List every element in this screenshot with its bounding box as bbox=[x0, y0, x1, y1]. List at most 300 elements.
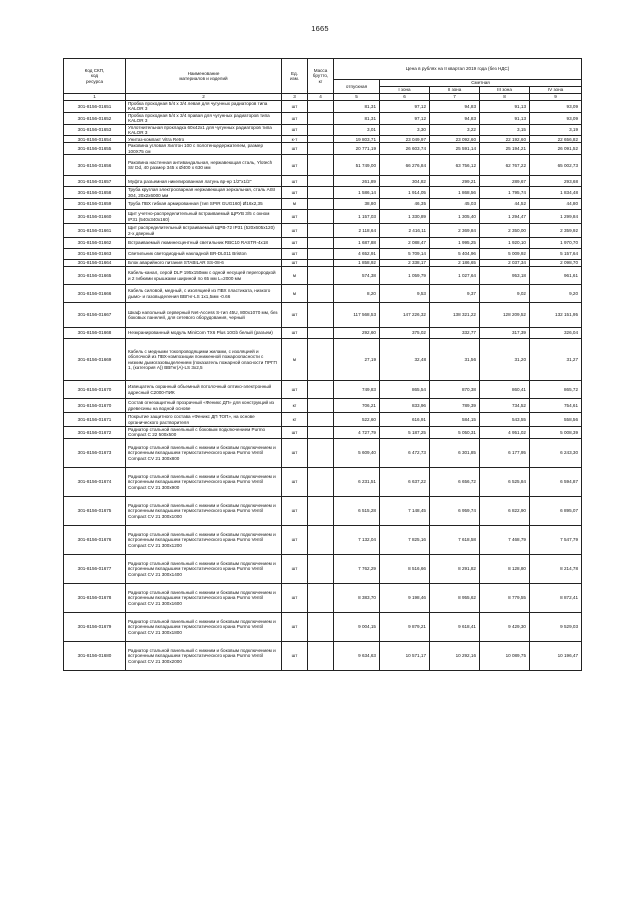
row-zone-4-price: 8 872,41 bbox=[530, 583, 582, 612]
row-zone-1-price: 97,12 bbox=[380, 112, 430, 124]
row-zone-3-price: 1 920,10 bbox=[480, 238, 530, 249]
column-number-row bbox=[64, 94, 582, 101]
row-name: Радиатор стальной панельный с нижним и боковым подключением и встроенным вкладышем термостатического крана Purmo Ventil Compact CV 21 300х2000 bbox=[126, 641, 282, 670]
row-name: Труба ПВХ гибкая армированная (тип SPIR GUG160) Ø16х2,35 bbox=[126, 199, 282, 210]
row-zone-3-price: 5 009,92 bbox=[480, 249, 530, 260]
row-name: Радиатор стальной панельный с нижним и боковым подключением и встроенным вкладышем термостатического крана Purmo Ventil Compact CV 21 300х1200 bbox=[126, 525, 282, 554]
row-name: Извещатель охранный объемный потолочный оптико-электронный адресный С2000-ПИК bbox=[126, 381, 282, 399]
row-mass bbox=[308, 267, 334, 285]
row-unit: шт bbox=[282, 328, 308, 339]
row-zone-3-price: 8 128,80 bbox=[480, 554, 530, 583]
row-mass bbox=[308, 224, 334, 238]
row-mass bbox=[308, 260, 334, 267]
row-zone-1-price: 66 276,84 bbox=[380, 155, 430, 176]
row-release-price: 9 004,15 bbox=[334, 612, 380, 641]
row-name: Пробка проходная 5/4 х 3/4 правая для чугунных радиаторов типа KALOR 3 bbox=[126, 112, 282, 124]
row-zone-1-price: 7 825,16 bbox=[380, 525, 430, 554]
row-code: 301-8156-01661 bbox=[64, 224, 126, 238]
row-code: 301-8156-01673 bbox=[64, 438, 126, 467]
table-row bbox=[64, 210, 582, 224]
row-mass bbox=[308, 339, 334, 381]
row-zone-1-price: 2 088,47 bbox=[380, 238, 430, 249]
row-name: Щит распределительный встраиваемый ЩРВ-72 IP31 (520х605х120) 2-х дверный bbox=[126, 224, 282, 238]
row-zone-2-price: 5 050,31 bbox=[430, 427, 480, 439]
table-row bbox=[64, 267, 582, 285]
table-row bbox=[64, 303, 582, 328]
row-mass bbox=[308, 210, 334, 224]
row-code: 301-8156-01672 bbox=[64, 427, 126, 439]
row-release-price: 6 515,28 bbox=[334, 496, 380, 525]
row-zone-4-price: 26 091,52 bbox=[530, 143, 582, 155]
row-code: 301-8156-01653 bbox=[64, 124, 126, 136]
row-name: Радиатор стальной панельный с нижним и боковым подключением и встроенным вкладышем термостатического крана Purmo Ventil Compact CV 21 300х1000 bbox=[126, 496, 282, 525]
row-release-price: 51 749,00 bbox=[334, 155, 380, 176]
row-zone-4-price: 22 656,82 bbox=[530, 136, 582, 143]
row-code: 301-8156-01665 bbox=[64, 267, 126, 285]
row-release-price: 292,60 bbox=[334, 328, 380, 339]
row-code: 301-8156-01656 bbox=[64, 155, 126, 176]
row-zone-2-price: 299,21 bbox=[430, 176, 480, 187]
row-code: 301-8156-01670 bbox=[64, 381, 126, 399]
table-row bbox=[64, 285, 582, 303]
row-mass bbox=[308, 199, 334, 210]
header-zone-2: II зона bbox=[430, 87, 480, 94]
row-release-price: 1 157,03 bbox=[334, 210, 380, 224]
row-zone-3-price: 317,39 bbox=[480, 328, 530, 339]
row-zone-3-price: 128 209,52 bbox=[480, 303, 530, 328]
row-release-price: 1 586,14 bbox=[334, 187, 380, 199]
row-zone-3-price: 25 194,21 bbox=[480, 143, 530, 155]
row-unit: шт bbox=[282, 187, 308, 199]
header-name: Наименование материалов и изделий bbox=[126, 59, 282, 94]
row-release-price: 4 727,79 bbox=[334, 427, 380, 439]
table-row bbox=[64, 328, 582, 339]
row-release-price: 522,60 bbox=[334, 413, 380, 427]
row-zone-3-price: 2 037,34 bbox=[480, 260, 530, 267]
table-row bbox=[64, 187, 582, 199]
table-row bbox=[64, 260, 582, 267]
row-release-price: 27,19 bbox=[334, 339, 380, 381]
row-code: 301-8156-01675 bbox=[64, 496, 126, 525]
row-zone-1-price: 1 914,05 bbox=[380, 187, 430, 199]
row-mass bbox=[308, 303, 334, 328]
row-name: Радиатор стальной панельный с нижним и боковым подключением и встроенным вкладышем термостатического крана Purmo Ventil Compact CV 21 300х1400 bbox=[126, 554, 282, 583]
row-code: 301-8156-01671 bbox=[64, 413, 126, 427]
row-release-price: 7 132,04 bbox=[334, 525, 380, 554]
row-zone-1-price: 10 571,17 bbox=[380, 641, 430, 670]
row-zone-1-price: 26 603,74 bbox=[380, 143, 430, 155]
table-row bbox=[64, 496, 582, 525]
table-row bbox=[64, 467, 582, 496]
row-zone-3-price: 10 089,75 bbox=[480, 641, 530, 670]
table-row bbox=[64, 155, 582, 176]
table-row bbox=[64, 438, 582, 467]
column-number: 5 bbox=[334, 94, 380, 101]
row-zone-2-price: 3,22 bbox=[430, 124, 480, 136]
column-number: 7 bbox=[430, 94, 480, 101]
row-code: 301-8156-01666 bbox=[64, 285, 126, 303]
row-zone-2-price: 6 959,74 bbox=[430, 496, 480, 525]
row-zone-2-price: 23 092,60 bbox=[430, 136, 480, 143]
row-mass bbox=[308, 554, 334, 583]
row-name: Раковина угловая Хилтон 100 с полотенцедержателем, размер 100Х75 см bbox=[126, 143, 282, 155]
row-zone-2-price: 94,83 bbox=[430, 101, 480, 113]
row-unit: м bbox=[282, 267, 308, 285]
header-zone-4: IV зона bbox=[530, 87, 582, 94]
header-code: Код СКП, код ресурса bbox=[64, 59, 126, 94]
row-code: 301-8156-01655 bbox=[64, 143, 126, 155]
row-zone-4-price: 44,80 bbox=[530, 199, 582, 210]
row-mass bbox=[308, 467, 334, 496]
row-unit: м bbox=[282, 285, 308, 303]
row-zone-3-price: 289,67 bbox=[480, 176, 530, 187]
row-unit: шт bbox=[282, 381, 308, 399]
row-mass bbox=[308, 427, 334, 439]
row-zone-2-price: 1 027,64 bbox=[430, 267, 480, 285]
row-release-price: 261,89 bbox=[334, 176, 380, 187]
column-number: 3 bbox=[282, 94, 308, 101]
table-row bbox=[64, 339, 582, 381]
row-code: 301-8156-01662 bbox=[64, 238, 126, 249]
row-zone-4-price: 1 299,84 bbox=[530, 210, 582, 224]
row-name: Покрытие защитного состава «Феникс ДП ТОП», на основе органического растворителя bbox=[126, 413, 282, 427]
row-zone-2-price: 584,15 bbox=[430, 413, 480, 427]
row-mass bbox=[308, 176, 334, 187]
row-zone-3-price: 1 294,47 bbox=[480, 210, 530, 224]
header-price-group: Цена в рублях на II квартал 2019 года (без НДС) bbox=[334, 59, 582, 80]
row-zone-1-price: 9 198,46 bbox=[380, 583, 430, 612]
row-name: Радиатор стальной панельный с нижним и боковым подключением и встроенным вкладышем термостатического крана Purmo Ventil Compact CV 21 300х800 bbox=[126, 438, 282, 467]
row-zone-4-price: 558,56 bbox=[530, 413, 582, 427]
row-zone-2-price: 8 291,82 bbox=[430, 554, 480, 583]
row-release-price: 20 771,19 bbox=[334, 143, 380, 155]
row-zone-3-price: 22 192,60 bbox=[480, 136, 530, 143]
row-mass bbox=[308, 399, 334, 413]
row-zone-3-price: 1 795,74 bbox=[480, 187, 530, 199]
row-zone-3-price: 2 350,00 bbox=[480, 224, 530, 238]
table-row bbox=[64, 583, 582, 612]
row-name: Кабель с медными токопроводящими жилами, с изоляцией и оболочкой из ПВХ-композиции пониженной пожароопасности с низким дымогазовыделением (показатель пожарной опасности ПРГП 1, (категория А)) ВВГнг(А)-LS 3х2,5 bbox=[126, 339, 282, 381]
row-zone-4-price: 7 547,79 bbox=[530, 525, 582, 554]
row-zone-3-price: 9 429,30 bbox=[480, 612, 530, 641]
table-row bbox=[64, 143, 582, 155]
row-unit: м bbox=[282, 199, 308, 210]
row-release-price: 5 609,40 bbox=[334, 438, 380, 467]
row-mass bbox=[308, 124, 334, 136]
table-row bbox=[64, 381, 582, 399]
row-zone-1-price: 1 330,89 bbox=[380, 210, 430, 224]
row-release-price: 2 118,64 bbox=[334, 224, 380, 238]
row-name: Неэкранированный модуль MiniCom TX6 Plus 10Gb белый (разъем) bbox=[126, 328, 282, 339]
row-code: 301-8156-01658 bbox=[64, 187, 126, 199]
row-zone-2-price: 6 656,72 bbox=[430, 467, 480, 496]
row-zone-1-price: 616,91 bbox=[380, 413, 430, 427]
row-mass bbox=[308, 136, 334, 143]
row-zone-2-price: 6 301,85 bbox=[430, 438, 480, 467]
row-name: Радиатор стальной панельный с нижним и боковым подключением и встроенным вкладышем термостатического крана Purmo Ventil Compact CV 21 300х900 bbox=[126, 467, 282, 496]
table-row bbox=[64, 554, 582, 583]
row-zone-4-price: 8 214,78 bbox=[530, 554, 582, 583]
row-code: 301-8156-01657 bbox=[64, 176, 126, 187]
column-number: 1 bbox=[64, 94, 126, 101]
row-code: 301-8156-01659 bbox=[64, 199, 126, 210]
row-code: 301-8156-01679 bbox=[64, 612, 126, 641]
row-zone-3-price: 4 951,02 bbox=[480, 427, 530, 439]
table-row bbox=[64, 124, 582, 136]
row-unit: шт bbox=[282, 143, 308, 155]
row-zone-4-price: 961,61 bbox=[530, 267, 582, 285]
row-zone-3-price: 734,52 bbox=[480, 399, 530, 413]
row-zone-2-price: 7 618,58 bbox=[430, 525, 480, 554]
row-name: Щит учетно-распределительный встраиваемый ЩРУВ 3/5 с окном IP31 (540х340х160) bbox=[126, 210, 282, 224]
row-release-price: 574,38 bbox=[334, 267, 380, 285]
row-zone-2-price: 45,03 bbox=[430, 199, 480, 210]
row-zone-3-price: 91,13 bbox=[480, 101, 530, 113]
row-name: Кабель-канал, серой DLP 195х150мм с одной несущей перегородкой и 2 гибкими крышками шириной по 65 мм L=2000 мм bbox=[126, 267, 282, 285]
row-zone-4-price: 2 098,70 bbox=[530, 260, 582, 267]
row-unit: шт bbox=[282, 155, 308, 176]
column-number: 6 bbox=[380, 94, 430, 101]
row-zone-2-price: 2 186,65 bbox=[430, 260, 480, 267]
row-release-price: 706,21 bbox=[334, 399, 380, 413]
row-zone-3-price: 543,55 bbox=[480, 413, 530, 427]
row-zone-4-price: 31,27 bbox=[530, 339, 582, 381]
row-name: Шкаф напольный серверный Net-Access S-тип 45U, 800х1070 мм, без боковых панелей, для сетевого оборудования, черный bbox=[126, 303, 282, 328]
row-zone-1-price: 9 879,21 bbox=[380, 612, 430, 641]
row-zone-1-price: 32,48 bbox=[380, 339, 430, 381]
row-unit: кг bbox=[282, 413, 308, 427]
row-zone-1-price: 7 148,45 bbox=[380, 496, 430, 525]
row-mass bbox=[308, 583, 334, 612]
row-unit: шт bbox=[282, 224, 308, 238]
row-name: Унитаз-компакт Vitra Retro bbox=[126, 136, 282, 143]
row-zone-4-price: 1 970,70 bbox=[530, 238, 582, 249]
row-release-price: 7 762,29 bbox=[334, 554, 380, 583]
row-code: 301-8156-01669 bbox=[64, 339, 126, 381]
row-release-price: 3,01 bbox=[334, 124, 380, 136]
row-zone-3-price: 91,13 bbox=[480, 112, 530, 124]
row-unit: шт bbox=[282, 427, 308, 439]
row-zone-4-price: 10 196,47 bbox=[530, 641, 582, 670]
row-mass bbox=[308, 112, 334, 124]
row-code: 301-8156-01674 bbox=[64, 467, 126, 496]
row-name: Состав огнезащитный прозрачный «Феникс ДП» для конструкций из древесины на водной основе bbox=[126, 399, 282, 413]
row-zone-1-price: 865,54 bbox=[380, 381, 430, 399]
row-zone-2-price: 870,38 bbox=[430, 381, 480, 399]
row-code: 301-8156-01670 bbox=[64, 399, 126, 413]
row-code: 301-8156-01677 bbox=[64, 554, 126, 583]
row-zone-1-price: 5 187,25 bbox=[380, 427, 430, 439]
row-code: 301-8156-01678 bbox=[64, 583, 126, 612]
row-code: 301-8156-01664 bbox=[64, 260, 126, 267]
row-mass bbox=[308, 413, 334, 427]
table-header bbox=[64, 59, 582, 101]
row-unit: шт bbox=[282, 496, 308, 525]
row-zone-4-price: 326,04 bbox=[530, 328, 582, 339]
row-zone-4-price: 132 151,95 bbox=[530, 303, 582, 328]
row-code: 301-8156-01660 bbox=[64, 210, 126, 224]
row-release-price: 1 858,92 bbox=[334, 260, 380, 267]
row-zone-4-price: 865,72 bbox=[530, 381, 582, 399]
column-number: 8 bbox=[480, 94, 530, 101]
row-zone-3-price: 8 779,55 bbox=[480, 583, 530, 612]
table-row bbox=[64, 224, 582, 238]
row-release-price: 6 231,51 bbox=[334, 467, 380, 496]
row-zone-2-price: 25 591,14 bbox=[430, 143, 480, 155]
row-unit: шт bbox=[282, 554, 308, 583]
row-zone-2-price: 10 292,16 bbox=[430, 641, 480, 670]
row-unit: шт bbox=[282, 238, 308, 249]
row-name: Светильник светодиодный накладной BR-DL011 Briston bbox=[126, 249, 282, 260]
row-zone-4-price: 2 359,92 bbox=[530, 224, 582, 238]
row-unit: м bbox=[282, 339, 308, 381]
row-mass bbox=[308, 641, 334, 670]
table-row bbox=[64, 525, 582, 554]
row-zone-4-price: 6 594,87 bbox=[530, 467, 582, 496]
table-row bbox=[64, 249, 582, 260]
row-name: Радиатор стальной панельный с боковым подключением Purmo Compact C 22 500х500 bbox=[126, 427, 282, 439]
table-row bbox=[64, 199, 582, 210]
row-unit: шт bbox=[282, 101, 308, 113]
column-number: 2 bbox=[126, 94, 282, 101]
row-zone-4-price: 93,09 bbox=[530, 112, 582, 124]
row-zone-2-price: 332,77 bbox=[430, 328, 480, 339]
row-mass bbox=[308, 285, 334, 303]
row-mass bbox=[308, 525, 334, 554]
row-name: Муфта разъемная никелированная латунь вр-нр 1/2"х1/2" bbox=[126, 176, 282, 187]
row-name: Раковина настенная антивандальная, нержавеющая сталь, Ylotech Str Dd, 40 размер 345 х Ø400 х 630 мм bbox=[126, 155, 282, 176]
row-mass bbox=[308, 238, 334, 249]
row-zone-4-price: 1 834,48 bbox=[530, 187, 582, 199]
row-name: Пробка проходная 5/4 х 3/4 левая для чугунных радиаторов типа KALOR 3 bbox=[126, 101, 282, 113]
row-release-price: 1 687,88 bbox=[334, 238, 380, 249]
row-zone-1-price: 2 338,17 bbox=[380, 260, 430, 267]
row-code: 301-8156-01667 bbox=[64, 303, 126, 328]
row-zone-1-price: 8 516,66 bbox=[380, 554, 430, 583]
row-code: 301-8156-01663 bbox=[64, 249, 126, 260]
row-zone-3-price: 62 767,22 bbox=[480, 155, 530, 176]
row-unit: шт bbox=[282, 467, 308, 496]
row-mass bbox=[308, 612, 334, 641]
price-table bbox=[63, 58, 582, 671]
row-zone-1-price: 375,02 bbox=[380, 328, 430, 339]
row-mass bbox=[308, 155, 334, 176]
row-name: Радиатор стальной панельный с нижним и боковым подключением и встроенным вкладышем термостатического крана Purmo Ventil Compact CV 21 300х1800 bbox=[126, 612, 282, 641]
row-unit: шт bbox=[282, 612, 308, 641]
row-unit: шт bbox=[282, 112, 308, 124]
page-number: 1665 bbox=[311, 24, 329, 33]
row-zone-2-price: 8 955,62 bbox=[430, 583, 480, 612]
row-code: 301-8156-01651 bbox=[64, 101, 126, 113]
row-mass bbox=[308, 249, 334, 260]
row-mass bbox=[308, 438, 334, 467]
row-mass bbox=[308, 381, 334, 399]
row-zone-3-price: 9,02 bbox=[480, 285, 530, 303]
row-zone-2-price: 138 321,22 bbox=[430, 303, 480, 328]
table-row bbox=[64, 101, 582, 113]
table-row bbox=[64, 641, 582, 670]
row-unit: шт bbox=[282, 260, 308, 267]
row-unit: кг bbox=[282, 399, 308, 413]
row-zone-1-price: 6 472,73 bbox=[380, 438, 430, 467]
row-unit: шт bbox=[282, 249, 308, 260]
row-zone-2-price: 1 868,56 bbox=[430, 187, 480, 199]
header-zone-1: I зона bbox=[380, 87, 430, 94]
table-row bbox=[64, 238, 582, 249]
header-estimate-price: Сметная bbox=[380, 80, 582, 87]
table-row bbox=[64, 413, 582, 427]
table-row bbox=[64, 399, 582, 413]
row-zone-1-price: 3,30 bbox=[380, 124, 430, 136]
row-zone-4-price: 9 529,03 bbox=[530, 612, 582, 641]
row-release-price: 81,31 bbox=[334, 112, 380, 124]
row-release-price: 38,80 bbox=[334, 199, 380, 210]
row-unit: шт bbox=[282, 176, 308, 187]
row-zone-2-price: 789,39 bbox=[430, 399, 480, 413]
row-zone-2-price: 9 618,41 bbox=[430, 612, 480, 641]
row-mass bbox=[308, 101, 334, 113]
header-release-price: отпускная bbox=[334, 80, 380, 94]
row-release-price: 81,31 bbox=[334, 101, 380, 113]
row-code: 301-8156-01654 bbox=[64, 136, 126, 143]
row-zone-1-price: 5 709,14 bbox=[380, 249, 430, 260]
header-zone-3: III зона bbox=[480, 87, 530, 94]
row-unit: шт bbox=[282, 303, 308, 328]
row-zone-3-price: 3,15 bbox=[480, 124, 530, 136]
row-zone-2-price: 1 305,40 bbox=[430, 210, 480, 224]
row-zone-3-price: 860,41 bbox=[480, 381, 530, 399]
row-zone-1-price: 2 416,11 bbox=[380, 224, 430, 238]
table-row bbox=[64, 612, 582, 641]
row-zone-1-price: 23 049,97 bbox=[380, 136, 430, 143]
row-unit: шт bbox=[282, 583, 308, 612]
row-name: Блок аварийного питания STABILAR SS-08-6 bbox=[126, 260, 282, 267]
row-mass bbox=[308, 143, 334, 155]
table-row bbox=[64, 427, 582, 439]
row-code: 301-8156-01680 bbox=[64, 641, 126, 670]
row-code: 301-8156-01676 bbox=[64, 525, 126, 554]
row-zone-3-price: 6 177,95 bbox=[480, 438, 530, 467]
row-zone-1-price: 304,82 bbox=[380, 176, 430, 187]
row-zone-3-price: 953,18 bbox=[480, 267, 530, 285]
row-release-price: 749,83 bbox=[334, 381, 380, 399]
row-zone-3-price: 44,52 bbox=[480, 199, 530, 210]
row-zone-1-price: 1 059,79 bbox=[380, 267, 430, 285]
row-code: 301-8156-01668 bbox=[64, 328, 126, 339]
row-code: 301-8156-01652 bbox=[64, 112, 126, 124]
row-zone-2-price: 31,56 bbox=[430, 339, 480, 381]
row-release-price: 4 652,91 bbox=[334, 249, 380, 260]
row-zone-1-price: 147 226,32 bbox=[380, 303, 430, 328]
row-mass bbox=[308, 496, 334, 525]
row-zone-2-price: 1 995,25 bbox=[430, 238, 480, 249]
row-zone-4-price: 5 008,39 bbox=[530, 427, 582, 439]
row-release-price: 8 383,70 bbox=[334, 583, 380, 612]
table-row bbox=[64, 136, 582, 143]
row-zone-4-price: 9,20 bbox=[530, 285, 582, 303]
row-zone-1-price: 833,96 bbox=[380, 399, 430, 413]
row-zone-4-price: 6 243,30 bbox=[530, 438, 582, 467]
row-zone-2-price: 63 756,12 bbox=[430, 155, 480, 176]
row-release-price: 117 568,53 bbox=[334, 303, 380, 328]
row-unit: шт bbox=[282, 641, 308, 670]
row-zone-4-price: 93,09 bbox=[530, 101, 582, 113]
row-zone-2-price: 9,37 bbox=[430, 285, 480, 303]
row-unit: шт bbox=[282, 438, 308, 467]
row-zone-1-price: 46,35 bbox=[380, 199, 430, 210]
row-zone-4-price: 754,61 bbox=[530, 399, 582, 413]
row-zone-2-price: 5 404,96 bbox=[430, 249, 480, 260]
